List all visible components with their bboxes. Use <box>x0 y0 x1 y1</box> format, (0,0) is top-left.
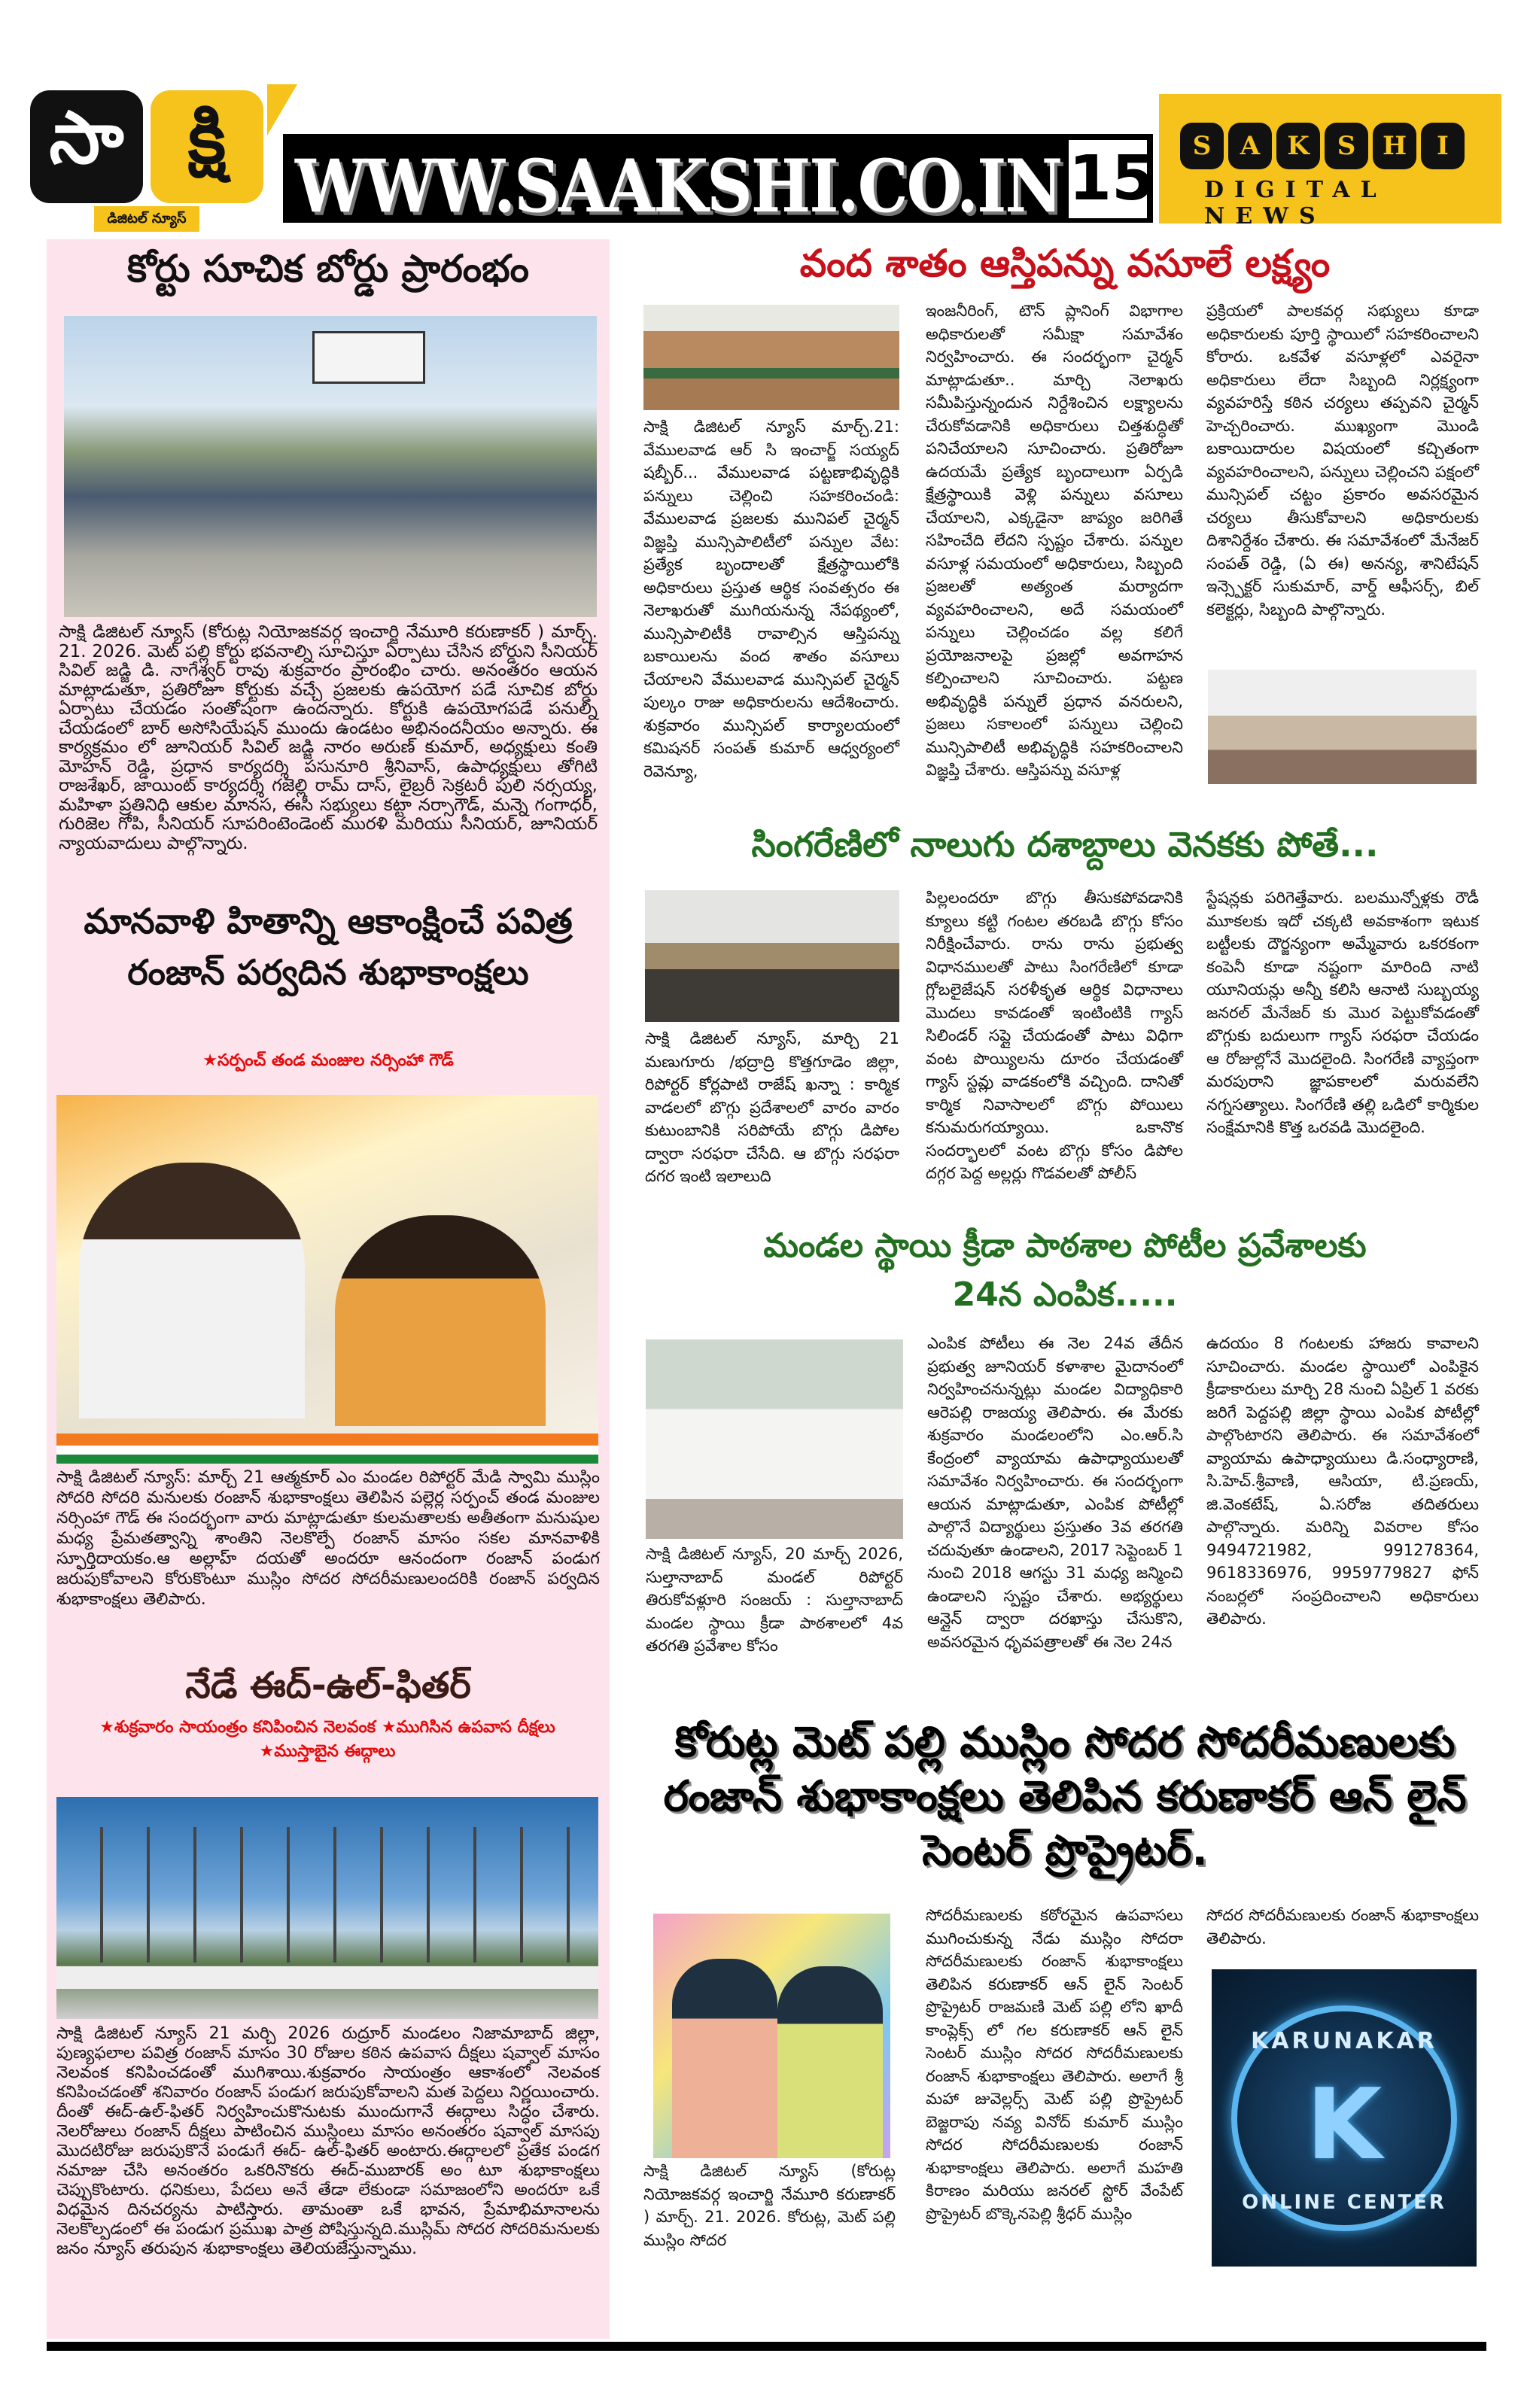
photo-ramzan-greeting-banner <box>56 1095 598 1464</box>
body-karunakar-col1: సాక్షి డిజిటల్ న్యూస్ (కోరుట్ల నియోజకవర్గ ఇంచార్జి నేమూరి కరుణాకర్ ) మార్చ్. 21. 2026. కోరుట్ల, మెట్ పల్లి ముస్లిం సోదర <box>643 2162 896 2249</box>
logo-subtitle: డిజిటల్ న్యూస్ <box>94 206 199 232</box>
photo-coal-workers <box>645 890 899 1022</box>
brand-letter: S <box>1180 123 1224 169</box>
body-sports-col3: ఉదయం 8 గంటలకు హాజరు కావాలని సూచించారు. మండల స్థాయిలో ఎంపికైన క్రీడాకారులు మార్చి 28 నుంచి ఏప్రిల్ 1 వరకు జరిగే పెద్దపల్లి జిల్లా స్థాయి ఎంపిక పోటీల్లో పాల్గొంటారని తెలిపారు. ఈ సమావేశంలో వ్యాయామ ఉపాధ్యాయులు డి.సంధ్యారాణి, సి.హెచ్.శ్రీవాణి, ఆసియా, టి.ప్రణయ్, జి.వెంకటేష్, ఏ.సరోజ తదితరులు పాల్గొన్నారు. మరిన్ని వివరాల కోసం 9494721982, 991278364, 9618336976, 9959779827 ఫోన్ నంబర్లలో సంప్రదించాలని అధికారులు తెలిపారు. <box>1206 1334 1479 1628</box>
body-karunakar-col3: సోదర సోదరీమణులకు రంజాన్ శుభాకాంక్షలు తెలిపారు. <box>1206 1906 1479 1947</box>
brand-box <box>1159 94 1501 230</box>
body-tax-col3: ప్రక్రియలో పాలకవర్గ సభ్యులు కూడా అధికారులకు పూర్తి స్థాయిలో సహకరించాలని కోరారు. ఒకవేళ వసూళ్లలో ఎవరైనా అధికారులు లేదా సిబ్బంది నిర్లక్ష్యంగా వ్యవహరిస్తే కఠిన చర్యలు తప్పవని చైర్మన్ హెచ్చరించారు. ముఖ్యంగా మొండి బకాయిదారుల విషయంలో కచ్చితంగా వ్యవహరించాలని, పన్నులు చెల్లించని పక్షంలో మున్సిపల్ చట్టం ప్రకారం అవసరమైన చర్యలు తీసుకోవాలని అధికారులకు దిశానిర్దేశం చేశారు. ఈ సమావేశంలో మేనేజర్ సంపత్ రెడ్డి, (ఏ ఈ) అనన్య, శానిటేషన్ ఇన్స్పెక్టర్ సుకుమార్, వార్డ్ ఆఫీసర్స్, బిల్ కలెక్టర్లు, సిబ్బంది పాల్గొన్నారు. <box>1206 302 1479 619</box>
body-sports-col2: ఎంపిక పోటీలు ఈ నెల 24వ తేదీన ప్రభుత్వ జూనియర్ కళాశాల మైదానంలో నిర్వహించనున్నట్లు మండల విద్యాధికారి ఆరెపల్లి రాజయ్య తెలిపారు. ఈ మేరకు శుక్రవారం మండలంలోని ఎం.ఆర్.సి కేంద్రంలో వ్యాయామ ఉపాధ్యాయులతో సమావేశం నిర్వహించారు. ఈ సందర్భంగా ఆయన మాట్లాడుతూ, ఎంపిక పోటీల్లో పాల్గొనే విద్యార్థులు ప్రస్తుతం 3వ తరగతి చదువుతూ ఉండాలని, 2017 సెప్టెంబర్ 1 నుంచి 2018 ఆగస్టు 31 మధ్య జన్మించి ఉండాలని స్పష్టం చేశారు. అభ్యర్థులు ఆన్లైన్ ద్వారా దరఖాస్తు చేసుకొని, అవసరమైన ధృవపత్రాలతో ఈ నెల 24న <box>927 1334 1183 1651</box>
headline-ramzan-wishes: మానవాళి హితాన్ని ఆకాంక్షించే పవిత్ర రంజాన్ పర్వదిన శుభాకాంక్షలు <box>84 901 573 993</box>
site-url: WWW.SAAKSHI.CO.IN <box>295 143 1062 229</box>
brand-letter: H <box>1373 123 1416 169</box>
subheads-eid: ★శుక్రవారం సాయంత్రం కనిపించిన నెలవంక ★ముగిసిన ఉపవాస దీక్షలు ★ముస్తాబైన ఈద్గాలు <box>99 1718 555 1761</box>
logo-black-tile: సా <box>30 90 143 203</box>
logo-yellow-tile: క్షి <box>151 90 263 203</box>
body-singareni-col2: పిల్లలందరూ బొగ్గు తీసుకపోవడానికి క్యూలు కట్టి గంటల తరబడి బొగ్గు కోసం నిరీక్షించేవారు. రాను రాను ప్రభుత్వ విధానములతో పాటు సింగరేణిలో కూడా గ్లోబలైజేషన్ సరళీకృత ఆర్థిక విధానాలు మొదలు కావడంతో ఇంటింటికి గ్యాస్ సిలిండర్ సప్లై చేయడంతో పాటు విధిగా వంట పొయ్యిలను దూరం చేయడంతో గ్యాస్ స్టవ్లు వాడకంలోకి వచ్చింది. దానితో కార్మిక నివాసాలలో బొగ్గు పోయిలు కనుమరుగయ్యాయి. ఒకానొక సందర్భాలలో వంట బొగ్గు కోసం డిపోల దగ్గర పెద్ద అల్లర్లు గొడవలతో పోలీస్ <box>926 889 1183 1182</box>
logo-text-top: KARUNAKAR <box>1251 2028 1437 2054</box>
karunakar-online-center-logo <box>1212 1969 1477 2267</box>
brand-subtitle: DIGITAL NEWS <box>1204 177 1387 230</box>
headline-sports-line2: 24న ఎంపిక..... <box>952 1275 1178 1314</box>
body-singareni-col3: స్టేషన్లకు పరిగెత్తేవారు. బలమున్నోళ్లకు రౌడీ మూకలకు ఇదో చక్కటి అవకాశంగా ఇటుక బట్టీలకు దౌర్జన్యంగా అమ్మేవారు ఒకరకంగా కంపెనీ కూడా నష్టంగా మారింది నాటి యూనియన్లు అన్నీ కలిసి ఆనాటి సుబ్బయ్య జనరల్ మేనేజర్ కు మొర పెట్టుకోవడంతో బొగ్గుకు బదులుగా గ్యాస్ సరఫరా చేయడం ఆ రోజుల్లోనే మొదలైంది. సింగరేణి వ్యాప్తంగా మరపురాని జ్ఞాపకాలలో మరువలేని నగ్నసత్యాలు. సింగరేణి తల్లి ఒడిలో కార్మికుల సంక్షేమానికి కొత్త ఒరవడి మొదలైంది. <box>1206 889 1479 1136</box>
logo-accent-triangle <box>267 84 297 135</box>
brand-letters <box>1180 123 1465 169</box>
brand-letter: A <box>1228 123 1272 169</box>
photo-court-board-inauguration <box>64 316 597 617</box>
body-tax-col2: ఇంజనీరింగ్, టౌన్ ప్లానింగ్ విభాగాల అధికారులతో సమీక్షా సమావేశం నిర్వహించారు. ఈ సందర్భంగా చైర్మన్ మాట్లాడుతూ.. మార్చి నెలాఖరు సమీపిస్తున్నందున నిర్దేశించిన లక్ష్యాలను చేరుకోవడానికి అధికారులు చిత్తశుద్ధితో పనిచేయాలని సూచించారు. ప్రతిరోజూ ఉదయమే ప్రత్యేక బృందాలుగా ఏర్పడి క్షేత్రస్థాయికి వెళ్లి పన్నులు వసూలు చేయాలని, ఎక్కడైనా జాప్యం జరిగితే సహించేది లేదని స్పష్టం చేశారు. పన్నుల వసూళ్ల సమయంలో అధికారులు, సిబ్బంది ప్రజలతో అత్యంత మర్యాదగా వ్యవహరించాలని, అదే సమయంలో పన్నులు చెల్లించడం వల్ల కలిగే ప్రయోజనాలపై ప్రజల్లో అవగాహన కల్పించాలని సూచించారు. పట్టణ అభివృద్ధికి పన్నులే ప్రధాన వనరులని, ప్రజలు సకాలంలో పన్నులు చెల్లించి మున్సిపాలిటీ అభివృద్ధికి సహకరించాలని విజ్ఞప్తి చేశారు. ఆస్తిపన్ను వసూళ్ల <box>926 302 1183 779</box>
photo-karunakar-proprietors <box>653 1914 890 2158</box>
brand-letter: K <box>1276 123 1320 169</box>
body-eid: సాక్షి డిజిటల్ న్యూస్ 21 మర్చి 2026 రుద్రూర్ మండలం నిజామాబాద్ జిల్లా, పుణ్యఫలాల పవిత్ర రంజాన్ మాసం 30 రోజుల కఠిన ఉపవాస దీక్షలు షవ్వాల్ మాసం నెలవంక కనిపించడంతో ముగిశాయి.శుక్రవారం సాయంత్రం ఆకాశంలో నెలవంక కనిపించడంతో శనివారం రంజాన్ పండుగ జరుపుకోవాలని మత పెద్దలు నిర్ణయించారు. దీంతో ఈద్-ఉల్-ఫితర్ నిర్వహించుకొనుటకు ముందుగానే ఈద్గాలు సిద్ధం చేశారు. నెలరోజులు రంజాన్ దీక్షలు పాటించిన ముస్లింలు మాసం అనంతరం షవ్వాల్ మాసపు మొదటిరోజు జరుపుకొనే పండుగే ఈద్- ఉల్-ఫితర్ అంటారు.ఈద్గాలలో ప్రతేక పండగ నమాజు చేసి అనంతరం ఒకరినొకరు ఈద్-ముబారక్ అం టూ శుభాకాంక్షలు చెప్పుకొంటారు. ధనికులు, పేదలు అనే తేడా లేకుండా సమాజంలోని అందరూ ఒకే విధమైన దినచర్యను పాటిస్తారు. తామంతా ఒకే భావన, ప్రేమాభిమానాలను నెలకొల్పడంలో ఈ పండుగ ప్రముఖ పాత్ర పోషిస్తున్నది.ముస్లిమ్ సోదర సోదరిమనులకు జనం న్యూస్ తరుపున శుభాకాంక్షలు తెలియజేస్తున్నాము. <box>56 2024 600 2258</box>
headline-sports-line1: మండల స్థాయి క్రీడా పాఠశాల పోటీల ప్రవేశాలకు <box>763 1227 1367 1265</box>
body-court-board: సాక్షి డిజిటల్ న్యూస్ (కోరుట్ల నియోజకవర్గ ఇంచార్జి నేమూరి కరుణాకర్ ) మార్చ్. 21. 2026. మెట్ పల్లి కోర్టు భవనాల్ని సూచిస్తూ ఏర్పాటు చేసిన బోర్డుని సీనియర్ సివిల్ జడ్జి డి. నాగేశ్వర్ రావు శుక్రవారం ప్రారంభిం చారు. అనంతరం ఆయన మాట్లాడుతూ, ప్రతిరోజూ కోర్టుకు వచ్చే ప్రజలకు ఉపయోగ పడే సూచిక బోర్డు ఏర్పాటు చేయడం సంతోషంగా ఉందన్నారు. కోర్టుకి ఉపయోగపడే పనుల్ని చేయడంలో బార్ అసోసియేషన్ ముందు ఉండటం అభినందనీయం అన్నారు. ఈ కార్యక్రమం లో జూనియర్ సివిల్ జడ్జి నారం అరుణ్ కుమార్, అధ్యక్షులు కంతి మోహన్ రెడ్డి, ప్రధాన కార్యదర్శి పసునూరి శ్రీనివాస్, ఉపాధ్యక్షులు తోగిటి రాజశేఖర్, జాయింట్ కార్యదర్శి గజెల్లి రామ్ దాస్, లైబ్రరీ సెక్రటరీ పులి నర్సయ్య, మహిళా ప్రతినిధి ఆకుల మానస, ఈసీ సభ్యులు కట్టా నర్సాగౌడ్, మన్నె గంగాధర్, గురిజెల గోపి, సీనియర్ సూపరింటెండెంట్ మురళి మరియు సీనియర్, జూనియర్ న్యాయవాదులు పాల్గొన్నారు. <box>59 622 598 853</box>
logo-letter: K <box>1306 2067 1383 2181</box>
brand-letter: I <box>1421 123 1465 169</box>
page-number: 15 <box>1069 140 1147 218</box>
body-singareni-col1: సాక్షి డిజిటల్ న్యూస్, మార్చి 21 మణుగూరు /భద్రాద్రి కొత్తగూడెం జిల్లా, రిపోర్టర్ కోర్లపాటి రాజేష్ ఖన్నా : కార్మిక వాడలలో బొగ్గు ప్రదేశాలలో వారం వారం కుటుంబానికి సరిపోయే బొగ్గు డిపోల ద్వారా సరఫరా చేసేది. ఆ బొగ్గు సరఫరా దగర ఇంటి ఇలాలుది <box>645 1029 899 1185</box>
headline-tax-collection: వంద శాతం ఆస్తిపన్ను వసూలే లక్ష్యం <box>799 242 1331 285</box>
body-ramzan-wishes: సాక్షి డిజిటల్ న్యూస్: మార్చ్ 21 ఆత్మకూర్ ఎం మండల రిపోర్టర్ మేడి స్వామి ముస్లిం సోదరి సోదరి మనులకు రంజాన్ శుభాకాంక్షలు తెలిపిన పల్లెర్ల సర్పంచ్ తండ మంజుల నర్సింహా గౌడ్ ఈ సందర్భంగా వారు మాట్లాడుతూ కులమతాలకు అతీతంగా మనుషుల మధ్య ప్రేమతత్వాన్ని శాంతిని నెలకొల్పే రంజాన్ మాసం సకల మానవాళికి స్ఫూర్తిదాయకం.ఆ అల్లాహ్ దయతో అందరూ ఆనందంగా రంజాన్ పండుగ జరుపుకోవాలని కోరుకొంటూ ముస్లిం సోదర సోదరీమణులందరికి రంజాన్ పర్వదిన శుభాకాంక్షలు తెలిపారు. <box>56 1468 600 1609</box>
photo-tax-review-meeting-1 <box>643 305 899 410</box>
photo-eidgah <box>56 1797 598 2019</box>
body-tax-col1: సాక్షి డిజిటల్ న్యూస్ మార్చ్.21: వేములవాడ ఆర్ సి ఇంచార్జ్ సయ్యద్ షబ్బీర్... వేములవాడ పట్టణాభివృద్ధికి పన్నులు చెల్లించి సహకరించండి: వేములవాడ ప్రజలకు మునిపల్ చైర్మన్ విజ్ఞప్తి మున్సిపాలిటీలో పన్నుల వేట: ప్రత్యేక బృందాలతో క్షేత్రస్థాయిలోకి అధికారులు ప్రస్తుత ఆర్థిక సంవత్సరం ఈ నెలాఖరుతో ముగియనున్న నేపథ్యంలో, మున్సిపాలిటీకి రావాల్సిన ఆస్తిపన్ను బకాయిలను వంద శాతం వసూలు చేయాలని వేములవాడ మున్సిపల్ చైర్మన్ పుల్కం రాజు అధికారులను ఆదేశించారు. శుక్రవారం మున్సిపల్ కార్యాలయంలో కమిషనర్ సంపత్ కుమార్ ఆధ్వర్యంలో రెవెన్యూ, <box>643 418 899 780</box>
brand-letter: S <box>1325 123 1368 169</box>
byline-ramzan-wishes: ★సర్పంచ్ తండ మంజుల నర్సింహా గౌడ్ <box>202 1051 454 1070</box>
photo-mandal-education-officer <box>646 1339 903 1539</box>
bottom-rule <box>47 2342 1486 2351</box>
headline-karunakar: కోరుట్ల మెట్ పల్లి ముస్లిం సోదర సోదరీమణులకు రంజాన్ శుభాకాంక్షలు తెలిపిన కరుణాకర్ ఆన్ లైన్ సెంటర్ ప్రొప్రైటర్. <box>663 1718 1467 1875</box>
body-sports-col1: సాక్షి డిజిటల్ న్యూస్, 20 మార్చ్ 2026, సుల్తానాబాద్ మండల్ రిపోర్టర్ తిరుకోవళ్లూరి సంజయ్ : సుల్తానాబాద్ మండల స్థాయి క్రీడా పాఠశాలలో 4వ తరగతి ప్రవేశాల కోసం <box>646 1545 903 1655</box>
photo-tax-review-meeting-2 <box>1208 670 1477 784</box>
headline-court-board: కోర్టు సూచిక బోర్డు ప్రారంభం <box>127 247 529 290</box>
saakshi-logo <box>23 84 271 231</box>
headline-singareni: సింగరేణిలో నాలుగు దశాబ్దాలు వెనకకు పోతే... <box>751 824 1379 865</box>
logo-text-bottom: ONLINE CENTER <box>1242 2191 1446 2214</box>
headline-eid: నేడే ఈద్-ఉల్-ఫితర్ <box>185 1665 471 1707</box>
body-karunakar-col2: సోదరీమణులకు కఠోరమైన ఉపవాసలు ముగించుకున్న నేడు ముస్లిం సోదరా సోదరీమణులకు రంజాన్ శుభాకాంక్షలు తెలిపిన కరుణాకర్ ఆన్ లైన్ సెంటర్ ప్రొప్రైటర్ రాజమణి మెట్ పల్లి లోని ఖాదీ కాంప్లెక్స్ లో గల కరుణాకర్ ఆన్ లైన్ సెంటర్ ముస్లిం సోదర సోదరీమణులకు రంజాన్ శుభాకాంక్షలు తెలిపారు. అలాగే శ్రీ మహా జువెల్లర్స్ మెట్ పల్లి ప్రొప్రైటర్ బెజ్జరాపు నవ్య వినోద్ కుమార్ ముస్లిం సోదర సోదరీమణులకు రంజాన్ శుభాకాంక్షలు తెలిపారు. అలాగే మహతి కిరాణం మరియు జనరల్ స్టోర్ వేంపేట్ ప్రొప్రైటర్ బొక్కెనపెల్లి శ్రీధర్ ముస్లిం <box>926 1906 1183 2223</box>
